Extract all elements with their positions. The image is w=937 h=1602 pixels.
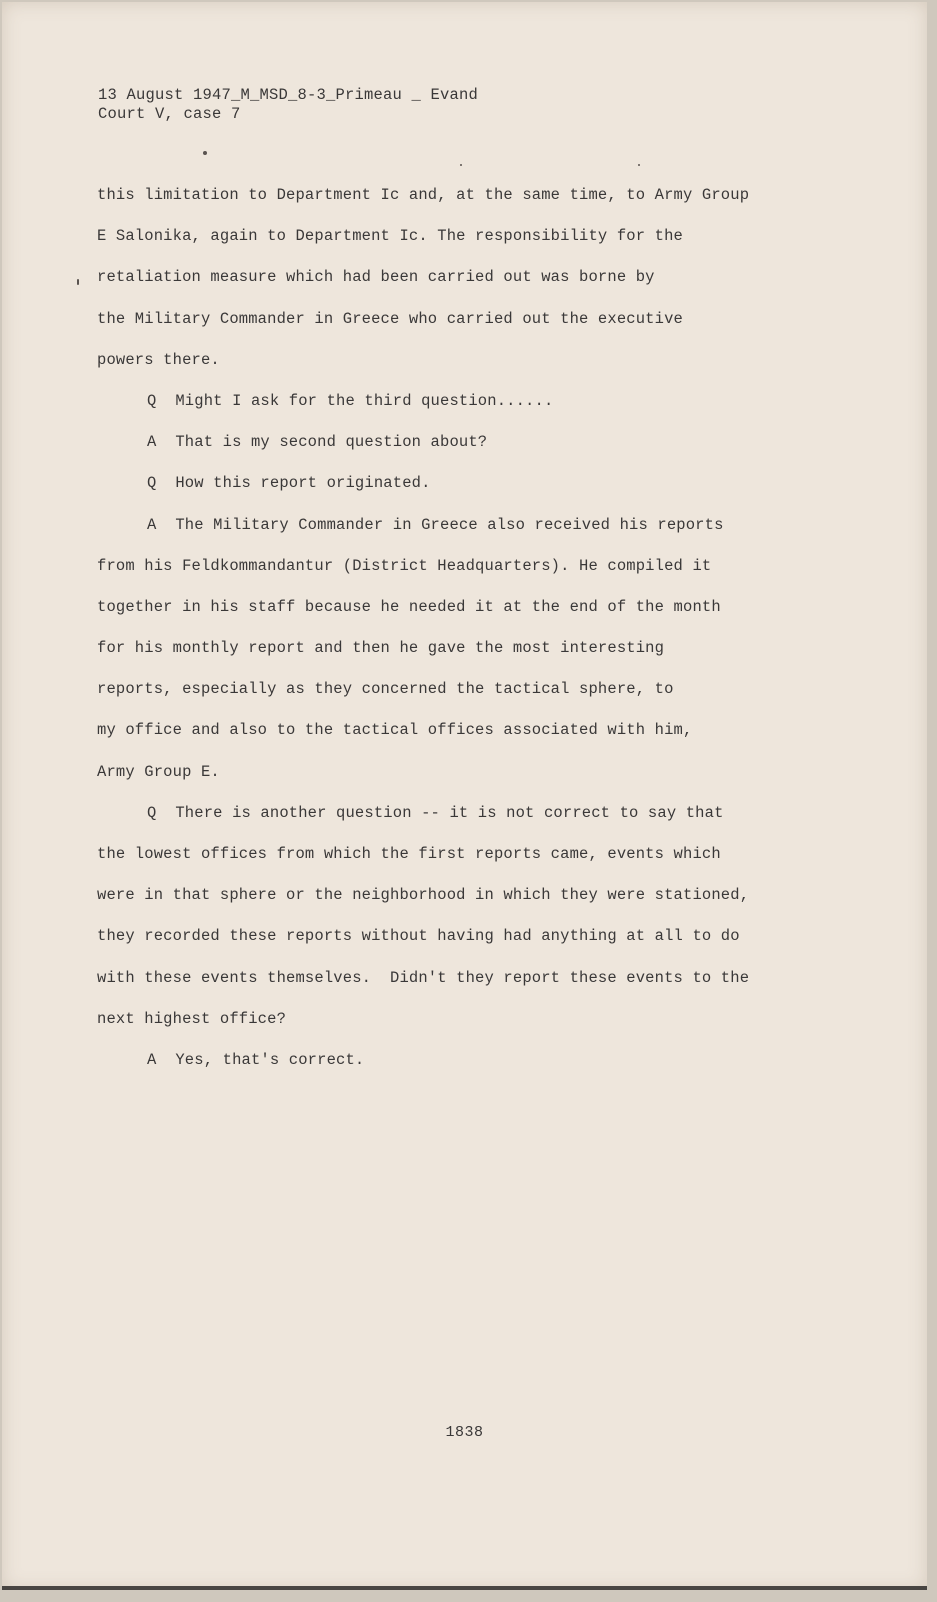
transcript-line: reports, especially as they concerned the tactical sphere, to <box>97 680 674 699</box>
transcript-line: my office and also to the tactical offices associated with him, <box>97 721 693 740</box>
paper-speck <box>77 279 79 285</box>
page-number: 1838 <box>445 1424 484 1441</box>
transcript-line: they recorded these reports without having had anything at all to do <box>97 927 740 946</box>
paper-speck <box>638 164 640 166</box>
question-line: Q Might I ask for the third question...... <box>147 391 554 410</box>
answer-line: A That is my second question about? <box>147 433 488 452</box>
paper-speck <box>460 164 462 166</box>
transcript-line: the lowest offices from which the first reports came, events which <box>97 845 721 863</box>
transcript-line: Army Group E. <box>97 762 220 781</box>
question-line: Q How this report originated. <box>147 474 431 493</box>
transcript-line: were in that sphere or the neighborhood in which they were stationed, <box>97 886 750 905</box>
document-page <box>2 2 927 1590</box>
header-court-case: Court V, case 7 <box>98 105 241 123</box>
page-bottom-edge <box>2 1586 927 1590</box>
answer-line: A The Military Commander in Greece also received his reports <box>147 515 724 534</box>
transcript-line: this limitation to Department Ic and, at the same time, to Army Group <box>97 186 750 204</box>
transcript-line: from his Feldkommandantur (District Headquarters). He compiled it <box>97 556 712 575</box>
document-header <box>98 86 478 124</box>
transcript-line: next highest office? <box>97 1009 287 1028</box>
transcript-line: for his monthly report and then he gave the most interesting <box>97 639 665 658</box>
transcript-line: retaliation measure which had been carried out was borne by <box>97 268 655 287</box>
transcript-line: powers there. <box>97 350 220 369</box>
transcript-line: with these events themselves. Didn't they report these events to the <box>97 968 750 987</box>
question-line: Q There is another question -- it is not correct to say that <box>147 803 724 822</box>
transcript-line: E Salonika, again to Department Ic. The responsibility for the <box>97 227 683 246</box>
transcript-body <box>97 185 817 1091</box>
answer-line: A Yes, that's correct. <box>147 1050 365 1069</box>
paper-speck <box>203 151 207 155</box>
transcript-line: the Military Commander in Greece who carried out the executive <box>97 309 683 328</box>
header-date-reference: 13 August 1947_M_MSD_8-3_Primeau _ Evand <box>98 86 479 104</box>
transcript-line: together in his staff because he needed it at the end of the month <box>97 597 721 616</box>
